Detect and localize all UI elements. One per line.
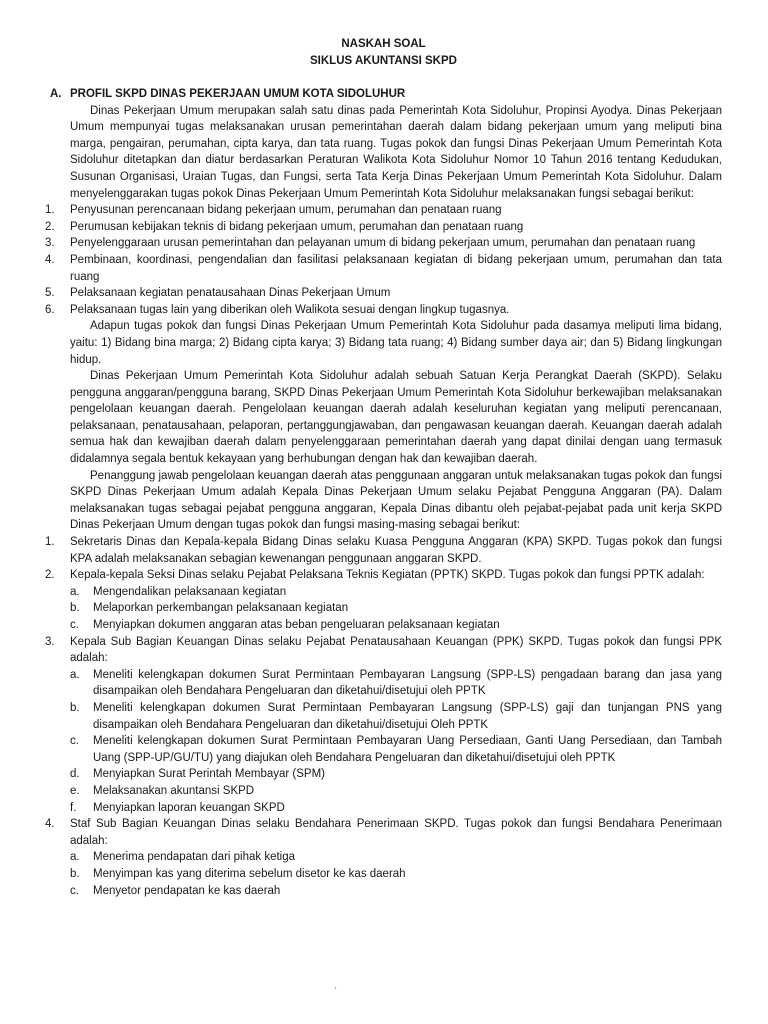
section-letter: A.: [50, 88, 62, 100]
sub-letter: b.: [70, 602, 80, 615]
sub-text: Meneliti kelengkapan dokumen Surat Permintaan Pembayaran Langsung (SPP-LS) gaji dan tunjangan PNS yang disampaikan oleh Bendahara Pengeluaran dan diketahui/disetujui Oleh PPTK: [93, 701, 722, 731]
sub-item: [70, 883, 722, 900]
item-text: Sekretaris Dinas dan Kepala-kepala Bidang Dinas selaku Kuasa Pengguna Anggaran (KPA) SKPD. Tugas pokok dan fungsi KPA adalah melaksanakan sebagian kewenangan penggunaan anggaran SKPD.: [70, 536, 722, 565]
item-number: 4.: [45, 818, 55, 831]
item-number: 1.: [45, 536, 55, 549]
function-item: [45, 235, 722, 252]
sub-text: Menyiapkan Surat Perintah Membayar (SPM): [93, 768, 326, 781]
sub-letter: a.: [70, 668, 80, 681]
sub-letter: f.: [70, 801, 77, 814]
section-heading: [45, 86, 722, 103]
sub-item: [70, 600, 722, 617]
sub-item: [70, 766, 722, 783]
sub-letter: d.: [70, 768, 80, 781]
function-item: [45, 302, 722, 319]
function-item: [45, 202, 722, 219]
sub-item: [70, 866, 722, 883]
sub-letter: a.: [70, 851, 80, 864]
item-text: Pelaksanaan tugas lain yang diberikan oleh Walikota sesuai dengan lingkup tugasnya.: [70, 303, 510, 316]
official-item: [45, 634, 722, 817]
item-text: Pembinaan, koordinasi, pengendalian dan fasilitasi pelaksanaan kegiatan di bidang pekerjaan umum, perumahan dan tata ruang: [70, 253, 722, 283]
section-title: PROFIL SKPD DINAS PEKERJAAN UMUM KOTA SIDOLUHUR: [70, 88, 406, 100]
item-number: 2.: [45, 220, 55, 233]
paragraph-skpd: Dinas Pekerjaan Umum Pemerintah Kota Sidoluhur adalah sebuah Satuan Kerja Perangkat Daerah (SKPD). Selaku pengguna anggaran/pengguna barang, SKPD Dinas Pekerjaan Umum Pemerintah Kota Sidoluhur berkewajiban melaksanakan pengelolaan keuangan daerah. Pengelolaan keuangan daerah adalah keseluruhan kegiatan yang meliputi perencanaan, pelaksanaan, penatausahaan, pelaporan, pertanggungjawaban, dan pengawasan keuangan daerah. Keuangan daerah adalah semua hak dan kewajiban daerah dalam penyelenggaraan pemerintahan daerah yang dapat dinilai dengan uang termasuk didalamnya segala bentuk kekayaan yang berhubungan dengan hak dan kewajiban daerah.: [70, 370, 722, 466]
sub-text: Menyiapkan dokumen anggaran atas beban pengeluaran pelaksanaan kegiatan: [93, 619, 500, 631]
sub-text: Menyiapkan laporan keuangan SKPD: [93, 801, 285, 814]
item-text: Pelaksanaan kegiatan penatausahaan Dinas Pekerjaan Umum: [70, 287, 391, 300]
sub-text: Menyimpan kas yang diterima sebelum disetor ke kas daerah: [93, 867, 406, 880]
sub-letter: a.: [70, 585, 80, 598]
item-text: Kepala-kepala Seksi Dinas selaku Pejabat Pelaksana Teknis Kegiatan (PPTK) SKPD. Tugas pokok dan fungsi PPTK adalah:: [70, 569, 705, 582]
sub-letter: c.: [70, 735, 79, 748]
paragraph-responsibility: Penanggung jawab pengelolaan keuangan daerah atas penggunaan anggaran untuk melaksanakan tugas pokok dan fungsi SKPD Dinas Pekerjaan Umum adalah Kepala Dinas Pekerjaan Umum selaku Pejabat Pengguna Anggaran (PA). Dalam melaksanakan tugas sebagai pejabat pengguna anggaran, Kepala Dinas dibantu oleh pejabat-pejabat pada unit kerja SKPD Dinas Pekerjaan Umum dengan tugas pokok dan fungsi masing-masing sebagai berikut:: [70, 469, 722, 532]
document-titles: [45, 36, 722, 70]
item-number: 3.: [45, 635, 55, 648]
document-subtitle: SIKLUS AKUNTANSI SKPD: [310, 55, 457, 67]
official-item: [45, 534, 722, 567]
sub-item: [70, 733, 722, 766]
sub-letter: e.: [70, 784, 80, 797]
stray-mark: ': [335, 986, 337, 995]
official-item: [45, 567, 722, 633]
function-item: [45, 252, 722, 285]
function-item: [45, 219, 722, 236]
function-item: [45, 285, 722, 302]
item-text: Kepala Sub Bagian Keuangan Dinas selaku Pejabat Penatausahaan Keuangan (PPK) SKPD. Tugas pokok dan fungsi PPK adalah:: [70, 635, 722, 665]
sub-item: [70, 849, 722, 866]
paragraph-fields: Adapun tugas pokok dan fungsi Dinas Pekerjaan Umum Pemerintah Kota Sidoluhur pada dasamya meliputi lima bidang, yaitu: 1) Bidang bina marga; 2) Bidang cipta karya; 3) Bidang tata ruang; 4) Bidang sumber daya air; dan 5) Bidang lingkungan hidup.: [70, 320, 722, 366]
sub-text: Melaksanakan akuntansi SKPD: [93, 784, 255, 797]
sub-item: [70, 667, 722, 700]
item-text: Penyelenggaraan urusan pemerintahan dan pelayanan umum di bidang pekerjaan umum, perumahan dan penataan ruang: [70, 237, 696, 250]
item-number: 2.: [45, 569, 55, 582]
item-text: Penyusunan perencanaan bidang pekerjaan umum, perumahan dan penataan ruang: [70, 204, 502, 217]
officials-list: [45, 534, 722, 899]
sub-letter: b.: [70, 701, 80, 714]
paragraph-intro: Dinas Pekerjaan Umum merupakan salah satu dinas pada Pemerintah Kota Sidoluhur, Propinsi Ayodya. Dinas Pekerjaan Umum mempunyai tugas melaksanakan urusan pemerintahan daerah dalam bidang pekerjaan umum yang meliputi bina marga, pengairan, perumahan, cipta karya, dan tata ruang. Tugas pokok dan fungsi Dinas Pekerjaan Umum Pemerintah Kota Sidoluhur ditetapkan dan diatur berdasarkan Peraturan Walikota Kota Sidoluhur Nomor 10 Tahun 2016 tentang Kedudukan, Susunan Organisasi, Uraian Tugas, dan Fungsi, serta Tata Kerja Dinas Pekerjaan Umum Pemerintah Kota Sidoluhur. Dalam menyelenggarakan tugas pokok Dinas Pekerjaan Umum Pemerintah Kota Sidoluhur melaksanakan fungsi sebagai berikut:: [70, 104, 722, 200]
section-body: [45, 103, 722, 900]
sub-item: [70, 783, 722, 800]
official-item: [45, 816, 722, 899]
sub-text: Meneliti kelengkapan dokumen Surat Permintaan Pembayaran Uang Persediaan, Ganti Uang Persediaan, dan Tambah Uang (SPP-UP/GU/TU) yang diajukan oleh Bendahara Pengeluaran dan diketahui/disetujui oleh PPTK: [93, 735, 722, 764]
sub-item: [70, 617, 722, 634]
item-number: 6.: [45, 303, 55, 316]
sub-item: [70, 700, 722, 733]
item-number: 5.: [45, 287, 55, 300]
sub-text: Melaporkan perkembangan pelaksanaan kegiatan: [93, 602, 349, 615]
sub-text: Menyetor pendapatan ke kas daerah: [93, 884, 281, 897]
sub-letter: c.: [70, 619, 79, 631]
item-number: 4.: [45, 253, 55, 266]
sub-text: Meneliti kelengkapan dokumen Surat Permintaan Pembayaran Langsung (SPP-LS) pengadaan barang dan jasa yang disampaikan oleh Bendahara Pengeluaran dan diketahui/disetujui oleh PPTK: [93, 668, 722, 698]
sub-text: Menerima pendapatan dari pihak ketiga: [93, 851, 296, 864]
item-number: 1.: [45, 204, 55, 217]
sub-item: [70, 800, 722, 817]
item-text: Staf Sub Bagian Keuangan Dinas selaku Bendahara Penerimaan SKPD. Tugas pokok dan fungsi Bendahara Penerimaan adalah:: [70, 818, 722, 847]
document-title: NASKAH SOAL: [341, 38, 426, 50]
sub-text: Mengendalikan pelaksanaan kegiatan: [93, 585, 287, 598]
sub-letter: c.: [70, 884, 79, 897]
functions-list: [45, 202, 722, 318]
sub-item: [70, 584, 722, 601]
item-text: Perumusan kebijakan teknis di bidang pekerjaan umum, perumahan dan penataan ruang: [70, 220, 524, 233]
item-number: 3.: [45, 237, 55, 250]
sub-letter: b.: [70, 867, 80, 880]
